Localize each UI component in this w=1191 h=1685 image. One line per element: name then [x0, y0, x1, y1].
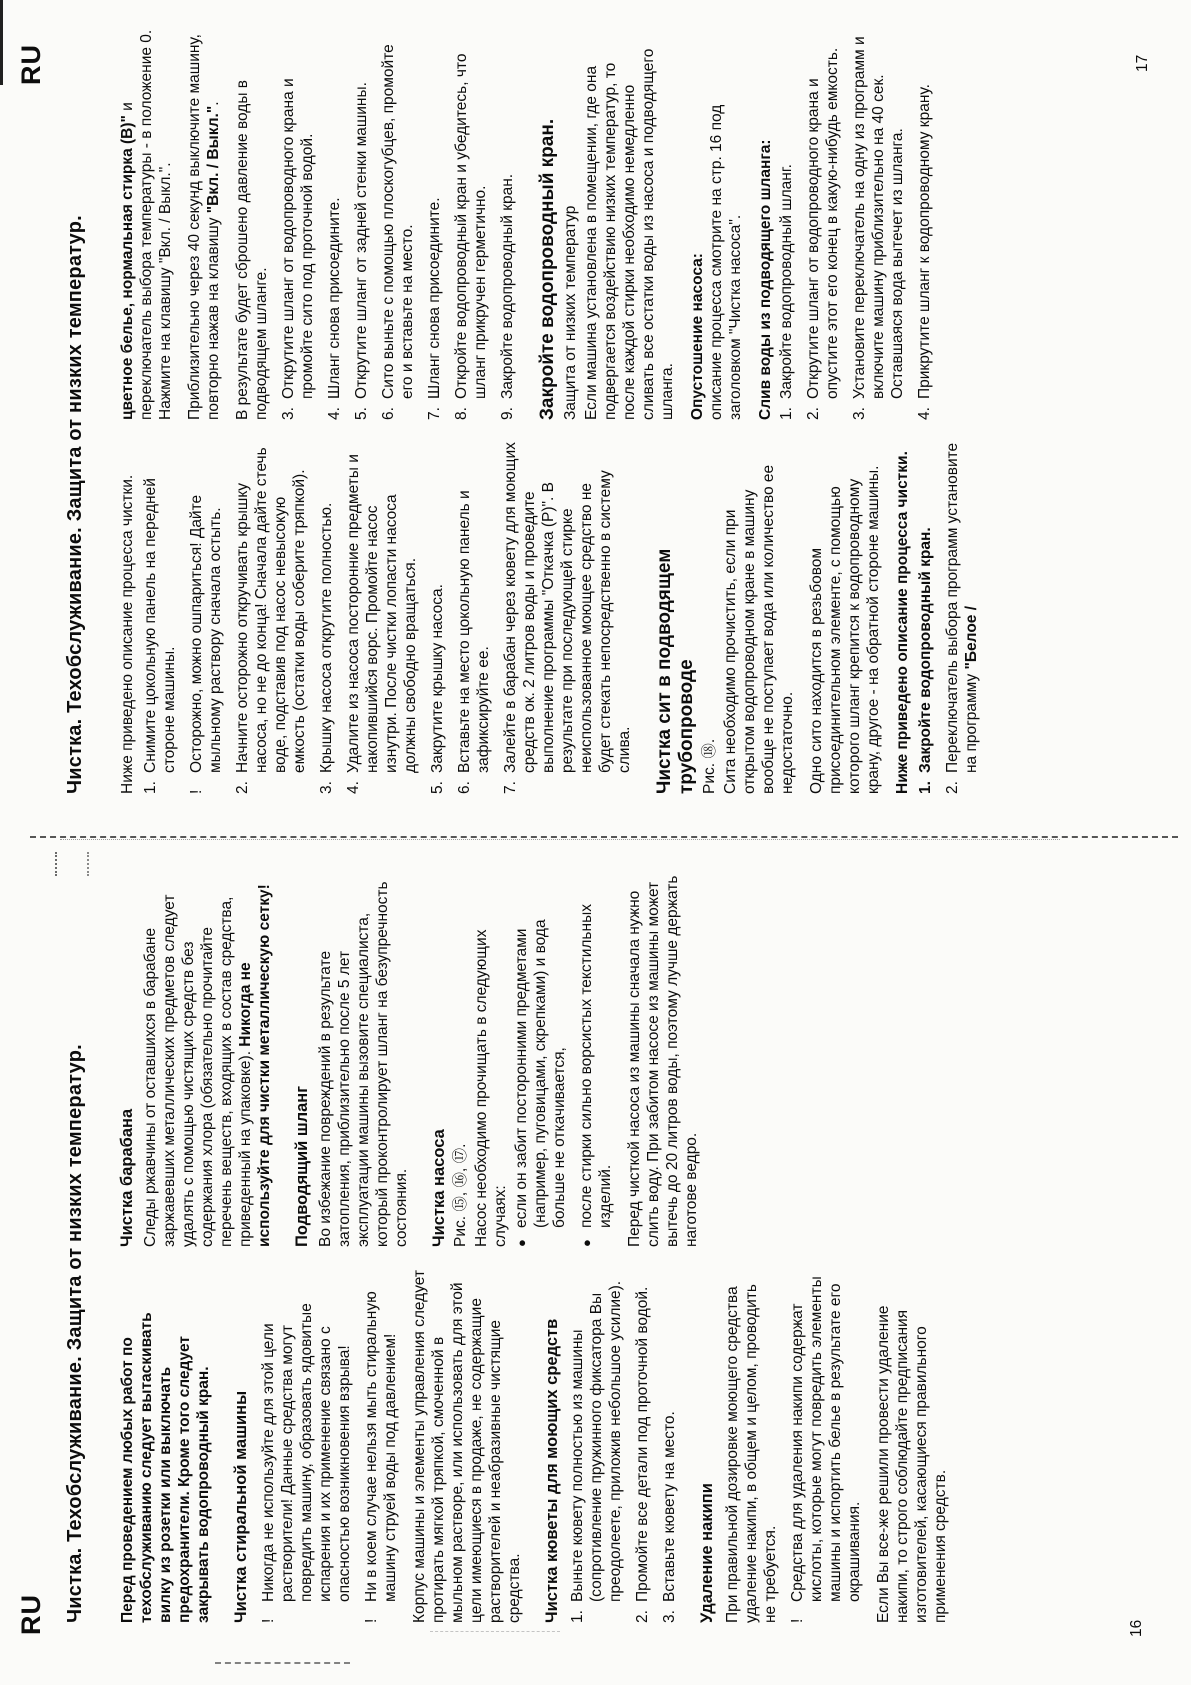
page-16	[0, 843, 1191, 1685]
list-item-text	[425, 28, 444, 399]
list-marker: ●	[579, 1239, 594, 1247]
list-item-text	[233, 442, 309, 773]
list-item-text	[660, 1267, 679, 1602]
text-run: цветное белье, нормальная стирка (В)"	[119, 115, 136, 420]
text-run: В результате будет сброшено давление воды в подводящем шланге.	[234, 79, 270, 420]
list-item-text	[788, 1267, 864, 1602]
list-item	[850, 28, 907, 420]
text-column	[118, 442, 981, 794]
list-item	[233, 442, 309, 794]
list-item-text	[512, 875, 569, 1228]
list-item-text	[452, 28, 490, 399]
list-item-text	[577, 875, 615, 1228]
list-item	[352, 28, 371, 420]
list-marker: 3.	[851, 407, 868, 420]
list-item-text	[259, 1267, 354, 1602]
text-run: Начните осторожно откручивать крышку насоса, но не до конца! Сначала дайте стечь воде, подставив под насос невысокую емкость (остатки воды соберите тряпкой).	[234, 447, 308, 773]
text-run: Ни в коем случае нельзя мыть стиральную машину струей воды под давлением!	[363, 1291, 399, 1602]
list-item-text	[325, 28, 344, 399]
list-marker: 9.	[499, 407, 516, 420]
list-marker: !	[188, 789, 205, 794]
list-marker: 1.	[917, 781, 934, 794]
list-item	[452, 28, 490, 420]
text-block	[118, 442, 137, 794]
section-heading	[543, 1267, 562, 1623]
text-run: после стирки сильно ворсистых текстильных изделий.	[578, 904, 614, 1228]
scan-artifact	[0, 0, 3, 85]
list-item-text	[362, 1267, 400, 1602]
list-item-text	[141, 442, 179, 773]
list-marker: !	[789, 1618, 806, 1623]
list-item-text	[187, 442, 225, 773]
text-run: Шланг снова присоедините.	[326, 197, 343, 399]
text-run: Открутите шланг от водопроводного крана и промойте сито под проточной водой.	[280, 78, 316, 399]
section-heading	[430, 875, 449, 1247]
list-item	[379, 28, 417, 420]
list-item-text	[455, 442, 493, 773]
list-marker: 1.	[142, 781, 159, 794]
list-item	[916, 442, 935, 794]
text-block	[141, 875, 274, 1247]
text-block	[723, 1267, 780, 1623]
text-block	[118, 28, 175, 420]
text-run: Приблизительно через 40 секунд выключите машину, повторно нажав на клавишу	[186, 34, 222, 420]
scan-artifact	[55, 852, 89, 876]
text-block	[561, 28, 580, 420]
text-run: Чистка стиральной машины	[232, 1390, 250, 1623]
list-marker: 5.	[353, 407, 370, 420]
list-marker: 4.	[345, 781, 362, 794]
text-run: Открутите шланг от задней стенки машины.	[353, 82, 370, 399]
list-item	[455, 442, 493, 794]
text-run: Переключатель выбора программ установите на программу	[944, 442, 980, 773]
text-block	[582, 28, 677, 420]
text-block	[185, 28, 223, 420]
text-block	[893, 442, 912, 794]
section-heading	[293, 875, 312, 1247]
text-run: При правильной дозировке моющего средства удаление накипи, в общем и целом, проводить не требуется.	[724, 1284, 779, 1623]
text-run: Подводящий шланг	[293, 1085, 311, 1247]
list-item	[279, 28, 317, 420]
list-marker: 6.	[456, 781, 473, 794]
list-marker: 1.	[569, 1610, 586, 1623]
list-item	[804, 28, 842, 420]
list-item-text	[915, 28, 934, 399]
list-marker: 1.	[778, 407, 795, 420]
list-item	[777, 28, 796, 420]
list-item-text	[916, 442, 935, 773]
text-run: Рис. ⑮, ⑯, ⑰.	[452, 1143, 469, 1247]
text-run: Никогда не используйте для этой цели растворители! Данные средства могут повредить машину, образовать ядовитые испарения и их применение связано с опасностью возникновения взрыва!	[260, 1303, 353, 1602]
text-run: Перед чисткой насоса из машины сначала нужно слить воду. При забитом насосе из машины может вытечь до 20 литров воды, поэтому лучше держать наготове ведро.	[626, 875, 700, 1247]
list-item	[317, 442, 336, 794]
page-fold-line	[30, 836, 1178, 838]
text-run: и переключатель выбора температуры - в положение 0. Нажмите на клавишу "Вкл. / Выкл.".	[119, 29, 174, 420]
text-column	[118, 1267, 950, 1623]
list-item-text	[428, 442, 447, 773]
list-marker: 2.	[944, 781, 961, 794]
text-run: Сита необходимо прочистить, если при открытом водопроводном кране в машину вообще не поступает вода или количество ее недостаточно.	[722, 464, 796, 794]
text-run: Установите переключатель на одну из программ и включите машину приблизительно на 40 сек. Оставшаяся вода вытечет из шланга.	[851, 36, 906, 399]
section-heading	[698, 1267, 717, 1623]
text-run: Осторожно, можно ошпариться! Дайте мыльному раствору сначала остыть.	[188, 494, 224, 773]
text-block	[721, 442, 797, 794]
page-number: 17	[1134, 54, 1151, 72]
text-run: "Вкл. / Выкл."	[205, 105, 222, 214]
text-block	[688, 28, 707, 420]
list-item-text	[501, 442, 634, 773]
text-run: Ниже приведено описание процесса чистки.	[894, 451, 911, 794]
list-item-text	[943, 442, 981, 773]
text-run: Чистка кюветы для моющих средств	[543, 1318, 561, 1623]
text-run: Закройте водопроводный кран.	[499, 173, 516, 399]
text-block	[807, 442, 883, 794]
list-marker: 6.	[380, 407, 397, 420]
list-item	[577, 875, 615, 1247]
text-run: Перед проведением любых работ по техобслуживанию следует вытаскивать вилку из розетки или выключать предохранители. Кроме того следует закрывать водопроводный кран.	[119, 1312, 212, 1623]
text-run: Удалите из насоса посторонние предметы и накопившийся ворс. Промойте насос изнутри. После чистки лопасти насоса должны свободно вращаться.	[345, 454, 419, 773]
text-run: Вставьте кювету на место.	[661, 1411, 678, 1602]
list-item	[512, 875, 569, 1247]
text-block	[874, 1267, 950, 1623]
list-item-text	[379, 28, 417, 399]
list-item	[141, 442, 179, 794]
text-run: Прикрутите шланг к водопроводному крану.	[916, 84, 933, 399]
list-item-text	[279, 28, 317, 399]
text-run: Откройте водопроводный кран и убедитесь, что шланг прикручен герметично.	[453, 53, 489, 399]
text-block	[625, 875, 701, 1247]
section-heading	[537, 28, 559, 420]
text-run: Никогда не используйте для чистки металлическую сетку!	[237, 884, 273, 1247]
text-run: Средства для удаления накипи содержат кислоты, которые могут повредить элементы машины и испортить белье в результате его окрашивания.	[789, 1276, 863, 1602]
text-run: Крышку насоса открутите полностью.	[318, 502, 335, 773]
text-run: Чистка насоса	[430, 1129, 448, 1247]
list-item	[788, 1267, 864, 1623]
figure-reference	[451, 875, 470, 1247]
text-run: Следы ржавчины от оставшихся в барабане заржавевших металлических предметов следует удалять с помощью чистящих средств без содержания хлора (обязательно прочитайте перечень веществ, входящих в состав средства, приведенный на упаковке).	[142, 894, 254, 1247]
page-title: Чистка. Техобслуживание. Защита от низких температур.	[64, 1044, 86, 1623]
text-run: Чистка барабана	[118, 1108, 136, 1247]
list-item	[259, 1267, 354, 1623]
text-run: Закрутите крышку насоса.	[429, 584, 446, 773]
list-item	[344, 442, 420, 794]
text-run: Насос необходимо прочищать в следующих случаях:	[473, 929, 509, 1247]
text-run: Ниже приведено описание процесса чистки.	[119, 474, 136, 794]
list-item	[425, 28, 444, 420]
list-item	[501, 442, 634, 794]
list-item	[187, 442, 225, 794]
text-run: Шланг снова присоедините.	[426, 197, 443, 399]
text-block	[707, 28, 745, 420]
list-item	[660, 1267, 679, 1623]
text-run: если он забит посторонними предметами (например, пуговицами, скрепками) и вода больше не откачивается,	[513, 919, 568, 1228]
text-block	[233, 28, 271, 420]
list-marker: !	[260, 1618, 277, 1623]
list-item	[498, 28, 517, 420]
list-item-text	[498, 28, 517, 399]
text-run: "Белое /	[963, 605, 980, 670]
list-marker: 2.	[234, 781, 251, 794]
text-run: Если Вы все-же решили провести удаление накипи, то строго соблюдайте предписания изготовителей, касающиеся правильного применения средств.	[875, 1305, 949, 1623]
list-item	[325, 28, 344, 420]
text-run: Если машина установлена в помещении, где она подвергается воздействию низких температур, то после каждой стирки необходимо немедленно сливать все остатки воды из насоса и подводящего шланга.	[583, 48, 676, 420]
text-run: Рис. ⑱.	[701, 738, 718, 794]
section-heading	[654, 442, 698, 794]
text-run: Снимите цокольную панель на передней стороне машины.	[142, 478, 178, 773]
section-heading	[232, 1267, 251, 1623]
text-run: Во избежание повреждений в результате затопления, приблизительно после 5 лет эксплуатации машины вызовите специалиста, который проконтролирует шланг на безупречность состояния.	[317, 881, 410, 1247]
list-item-text	[633, 1267, 652, 1602]
list-item-text	[568, 1267, 625, 1602]
list-item-text	[777, 28, 796, 399]
text-run: Выньте кювету полностью из машины (сопротивление пружинного фиксатора Вы преодолеете, приложив небольшое усилие).	[569, 1280, 624, 1602]
text-block	[316, 875, 411, 1247]
figure-reference	[700, 442, 719, 794]
list-item-text	[352, 28, 371, 399]
list-marker: 4.	[916, 407, 933, 420]
list-marker: 8.	[453, 407, 470, 420]
text-run: Вставьте на место цокольную панель и зафиксируйте ее.	[456, 490, 492, 773]
text-run: Слив воды из подводящего шланга:	[757, 139, 774, 420]
text-run: Защита от низких температур	[562, 205, 579, 420]
list-marker: 5.	[429, 781, 446, 794]
scan-artifact	[215, 1662, 350, 1664]
list-item-text	[804, 28, 842, 399]
text-run: Залейте в барабан через кювету для моющих средств ок. 2 литров воды и проведите выполнение программы "Откачка (Р)". В результате при последующей стирке неиспользованное моющее средство не будет стекать непосредственно в систему слива.	[502, 442, 633, 773]
list-item	[915, 28, 934, 420]
page-number: 16	[1128, 1619, 1145, 1637]
page-title: Чистка. Техобслуживание. Защита от низких температур.	[64, 215, 86, 794]
text-column	[118, 28, 934, 420]
text-run: Закройте водопроводный кран.	[917, 527, 934, 773]
text-block	[756, 28, 775, 420]
text-block	[118, 1267, 213, 1623]
list-item	[633, 1267, 652, 1623]
text-run: Опустошение насоса:	[689, 253, 706, 420]
list-marker: !	[363, 1618, 380, 1623]
list-marker: 7.	[426, 407, 443, 420]
list-item	[428, 442, 447, 794]
text-run: Закройте водопроводный шланг.	[778, 164, 795, 399]
list-item-text	[344, 442, 420, 773]
list-marker: 2.	[634, 1610, 651, 1623]
text-block	[472, 875, 510, 1247]
text-run: Сито выньте с помощью плоскогубцев, промойте его и вставьте на место.	[380, 44, 416, 399]
scan-artifact	[430, 1631, 560, 1632]
text-block	[410, 1267, 524, 1623]
list-marker: 3.	[661, 1610, 678, 1623]
list-item	[568, 1267, 625, 1623]
list-item	[362, 1267, 400, 1623]
text-run: Корпус машины и элементы управления следует протирать мягкой тряпкой, смоченной в мыльном растворе, или использовать для этой цели имеющиеся в продаже, не содержащие растворителей и неабразивные чистящие средства.	[411, 1270, 523, 1623]
list-item-text	[317, 442, 336, 773]
list-marker: 7.	[502, 781, 519, 794]
text-run: описание процесса смотрите на стр. 16 под заголовком "Чистка насоса".	[708, 104, 744, 420]
text-run: Одно сито находится в резьбовом присоединительном элементе, с помощью которого шланг крепится к водопроводному крану, другое - на обратной стороне машины.	[808, 465, 882, 794]
list-marker: 3.	[280, 407, 297, 420]
list-item	[943, 442, 981, 794]
section-heading	[118, 875, 137, 1247]
language-code-label: RU	[16, 44, 46, 85]
text-run: Открутите шланг от водопроводного крана и опустите этот его конец в какую-нибудь емкость.	[805, 47, 841, 399]
text-run: Удаление накипи	[698, 1483, 716, 1623]
language-code-label: RU	[16, 1594, 46, 1635]
text-run: Закройте водопроводный кран.	[537, 118, 558, 420]
list-marker: 2.	[805, 407, 822, 420]
text-column	[118, 875, 701, 1247]
list-marker: 3.	[318, 781, 335, 794]
list-marker: ●	[514, 1239, 529, 1247]
list-item-text	[850, 28, 907, 399]
page-17	[0, 0, 1191, 842]
text-run: .	[205, 101, 222, 106]
list-marker: 4.	[326, 407, 343, 420]
page-fold-line	[60, 839, 1060, 840]
text-run: Чистка сит в подводящем трубопроводе	[654, 548, 697, 794]
text-run: Промойте все детали под проточной водой.	[634, 1286, 651, 1602]
